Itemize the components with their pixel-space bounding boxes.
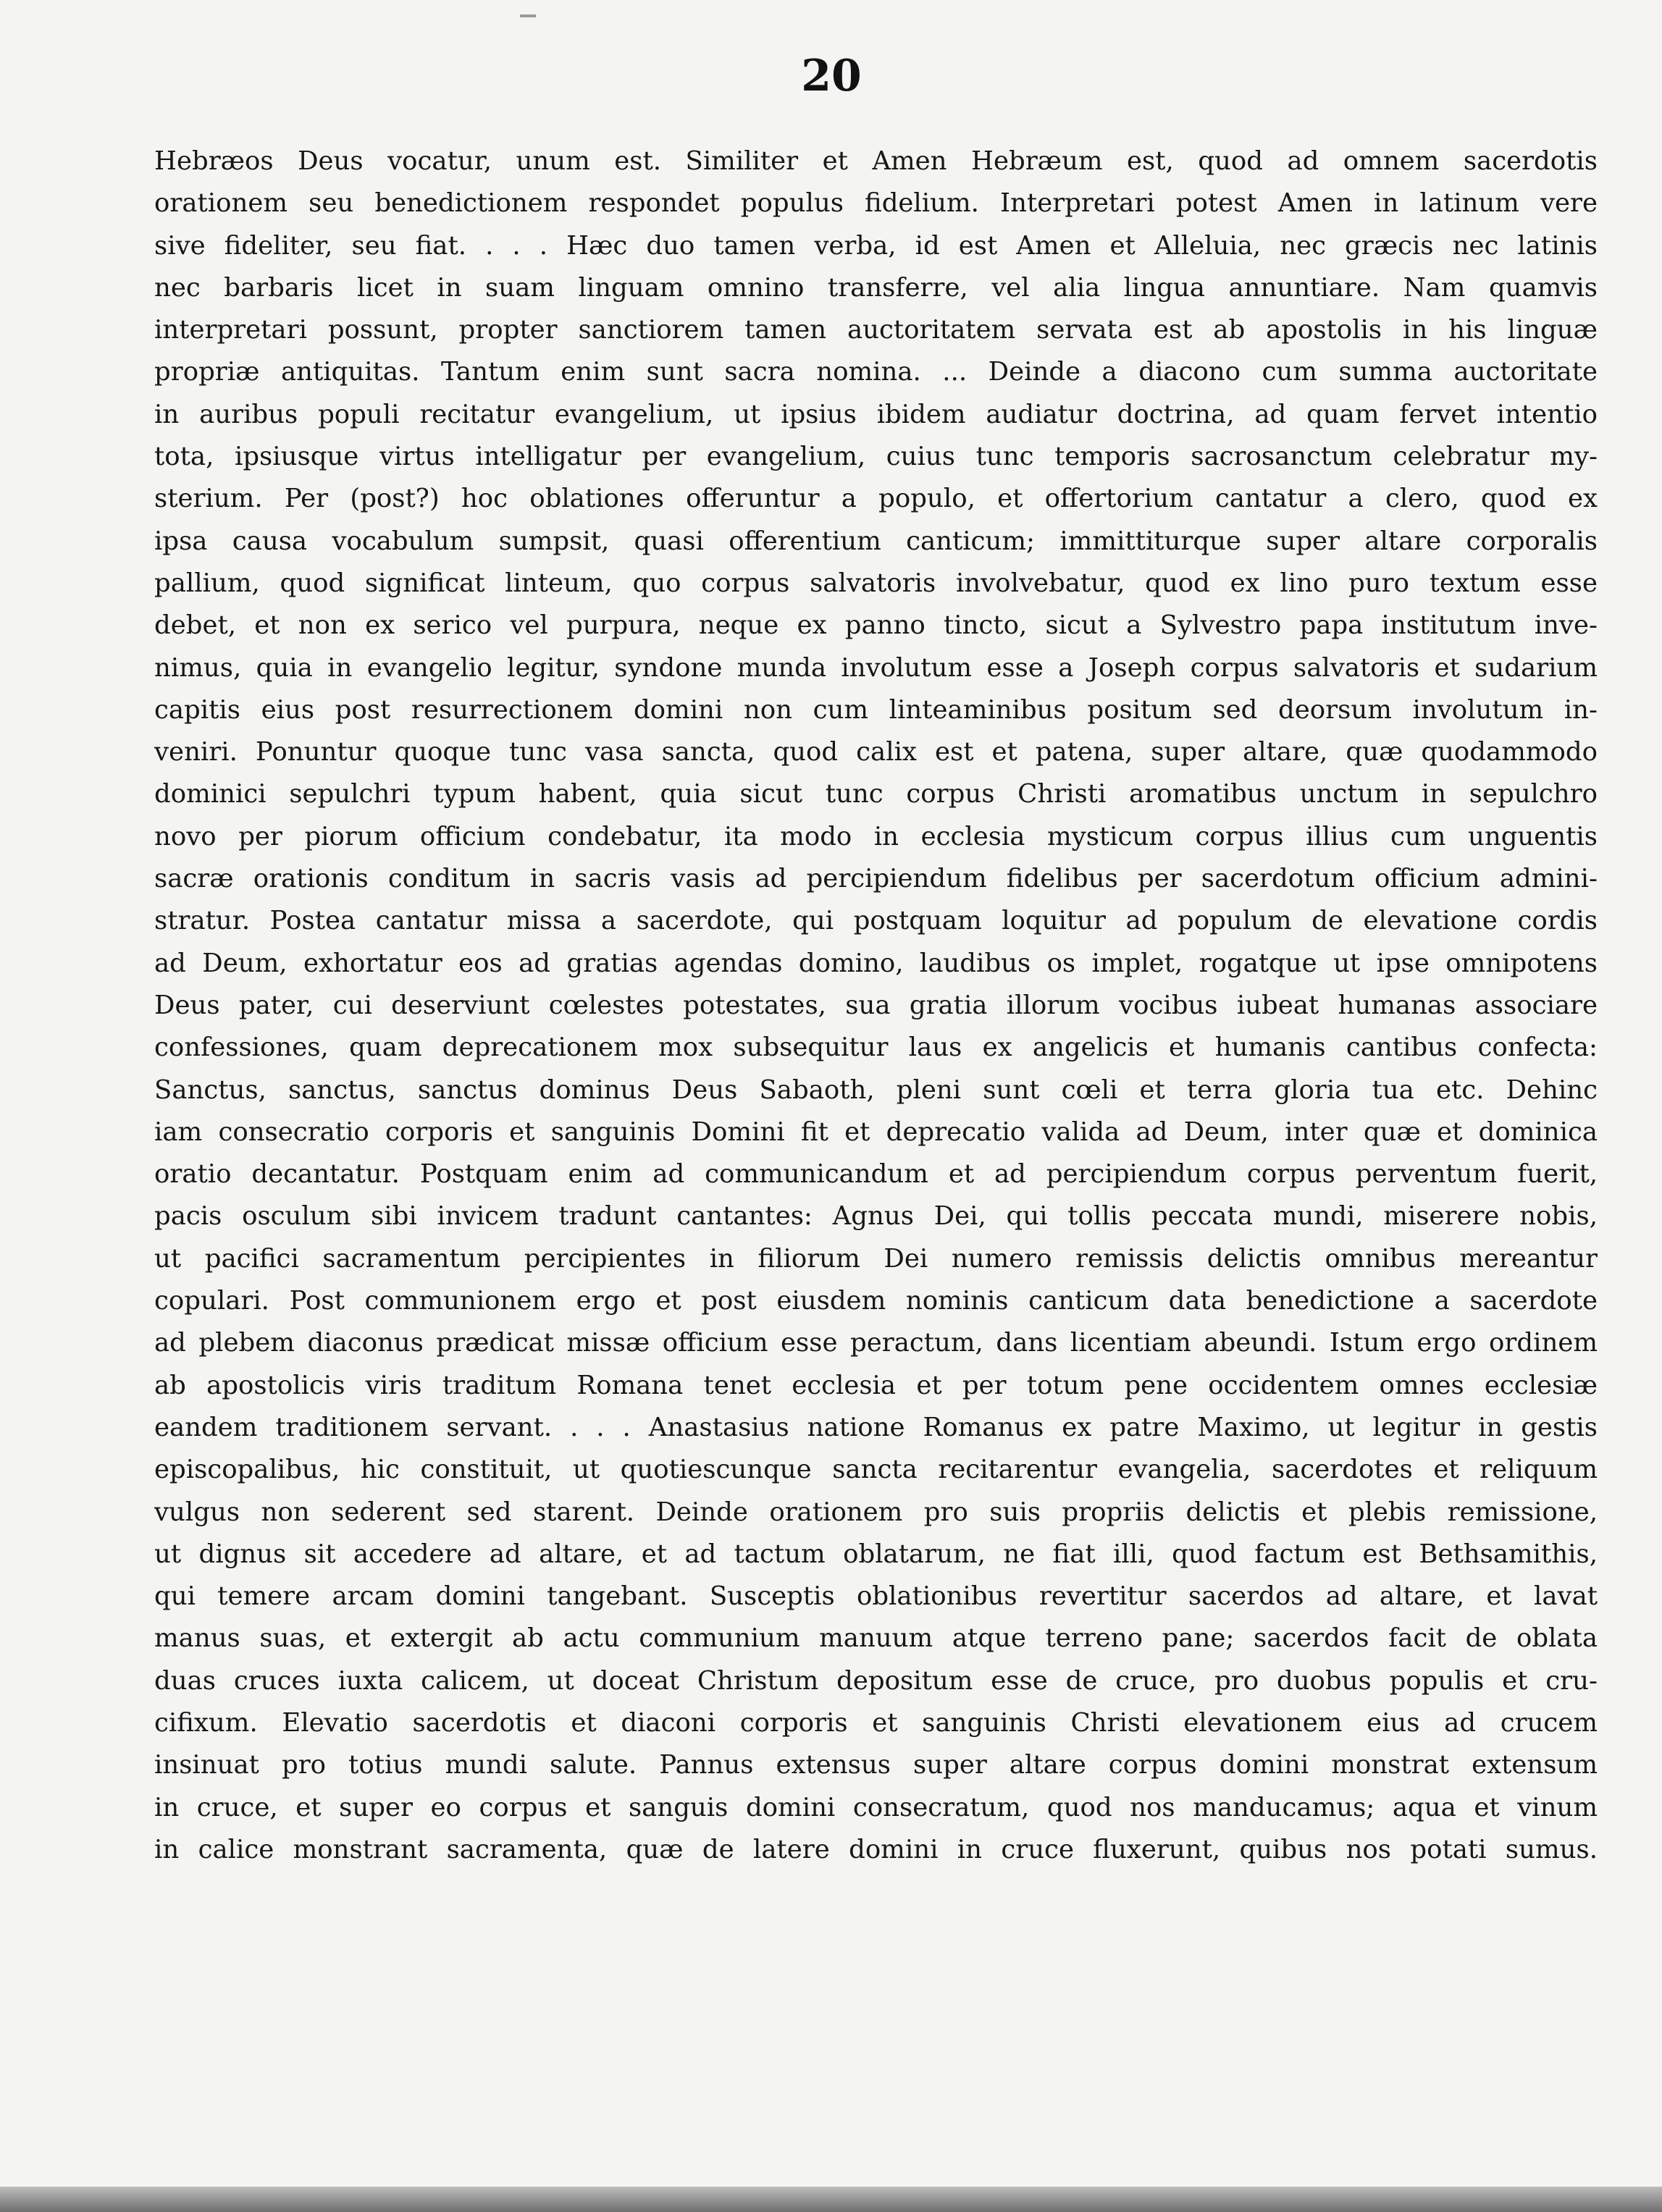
text-line: orationem seu benedictionem respondet populus fidelium. Interpretari potest Amen in latinum vere (154, 188, 1598, 219)
body-text (154, 140, 1598, 1871)
text-line: confessiones, quam deprecationem mox subsequitur laus ex angelicis et humanis cantibus confecta: (154, 1033, 1598, 1063)
text-line: pacis osculum sibi invicem tradunt cantantes: Agnus Dei, qui tollis peccata mundi, miserere nobis, (154, 1201, 1598, 1232)
text-line: ad plebem diaconus prædicat missæ officium esse peractum, dans licentiam abeundi. Istum ergo ordinem (154, 1328, 1598, 1358)
text-line: manus suas, et extergit ab actu communium manuum atque terreno pane; sacerdos facit de oblata (154, 1623, 1598, 1654)
text-line: Hebræos Deus vocatur, unum est. Similiter et Amen Hebræum est, quod ad omnem sacerdotis (154, 146, 1598, 176)
text-line: in auribus populi recitatur evangelium, ut ipsius ibidem audiatur doctrina, ad quam fervet intentio (154, 399, 1598, 429)
text-line: insinuat pro totius mundi salute. Pannus extensus super altare corpus domini monstrat extensum (154, 1750, 1598, 1780)
text-line: nec barbaris licet in suam linguam omnino transferre, vel alia lingua annuntiare. Nam quamvis (154, 272, 1598, 303)
page-number: 20 (801, 51, 862, 101)
text-line: dominici sepulchri typum habent, quia sicut tunc corpus Christi aromatibus unctum in sepulchro (154, 779, 1598, 809)
text-line: qui temere arcam domini tangebant. Susceptis oblationibus revertitur sacerdos ad altare, et lavat (154, 1581, 1598, 1612)
text-line: duas cruces iuxta calicem, ut doceat Christum depositum esse de cruce, pro duobus populis et cru- (154, 1665, 1598, 1696)
text-line: oratio decantatur. Postquam enim ad communicandum et ad percipiendum corpus perventum fuerit, (154, 1159, 1598, 1190)
text-line: sacræ orationis conditum in sacris vasis ad percipiendum fidelibus per sacerdotum officium admini- (154, 864, 1598, 894)
text-line: capitis eius post resurrectionem domini non cum linteaminibus positum sed deorsum involutum in- (154, 694, 1598, 725)
text-line: nimus, quia in evangelio legitur, syndone munda involutum esse a Joseph corpus salvatoris et sudarium (154, 652, 1598, 683)
text-line: sive fideliter, seu fiat. . . . Hæc duo tamen verba, id est Amen et Alleluia, nec græcis nec latinis (154, 230, 1598, 261)
page-scan-mark (520, 14, 536, 17)
text-line: cifixum. Elevatio sacerdotis et diaconi corporis et sanguinis Christi elevationem eius ad crucem (154, 1707, 1598, 1738)
text-line: debet, et non ex serico vel purpura, neque ex panno tincto, sicut a Sylvestro papa institutum inve- (154, 610, 1598, 641)
text-line: tota, ipsiusque virtus intelligatur per evangelium, cuius tunc temporis sacrosanctum celebratur my- (154, 442, 1598, 472)
text-line: pallium, quod significat linteum, quo corpus salvatoris involvebatur, quod ex lino puro textum esse (154, 568, 1598, 598)
text-line: interpretari possunt, propter sanctiorem tamen auctoritatem servata est ab apostolis in his linguæ (154, 315, 1598, 345)
text-line: novo per piorum officium condebatur, ita modo in ecclesia mysticum corpus illius cum unguentis (154, 821, 1598, 851)
text-line: sterium. Per (post?) hoc oblationes offeruntur a populo, et offertorium cantatur a clero, quod ex (154, 484, 1598, 514)
text-line: Sanctus, sanctus, sanctus dominus Deus Sabaoth, pleni sunt cœli et terra gloria tua etc. Dehinc (154, 1075, 1598, 1105)
text-line: ut pacifici sacramentum percipientes in filiorum Dei numero remissis delictis omnibus mereantur (154, 1243, 1598, 1274)
text-line: episcopalibus, hic constituit, ut quotiescunque sancta recitarentur evangelia, sacerdotes et reliquum (154, 1455, 1598, 1485)
text-line: ad Deum, exhortatur eos ad gratias agendas domino, laudibus os implet, rogatque ut ipse omnipotens (154, 948, 1598, 978)
page-bottom-shadow (0, 2187, 1662, 2212)
text-line: ab apostolicis viris traditum Romana tenet ecclesia et per totum pene occidentem omnes ecclesiæ (154, 1370, 1598, 1400)
text-line: veniri. Ponuntur quoque tunc vasa sancta, quod calix est et patena, super altare, quæ quodammodo (154, 737, 1598, 768)
text-line: in cruce, et super eo corpus et sanguis domini consecratum, quod nos manducamus; aqua et vinum (154, 1792, 1598, 1822)
text-line: ut dignus sit accedere ad altare, et ad tactum oblatarum, ne fiat illi, quod factum est Bethsamithis, (154, 1539, 1598, 1569)
text-line: Deus pater, cui deserviunt cœlestes potestates, sua gratia illorum vocibus iubeat humanas associare (154, 990, 1598, 1020)
text-line: ipsa causa vocabulum sumpsit, quasi offerentium canticum; immittiturque super altare corporalis (154, 526, 1598, 556)
text-line: eandem traditionem servant. . . . Anastasius natione Romanus ex patre Maximo, ut legitur in gestis (154, 1412, 1598, 1442)
text-line: stratur. Postea cantatur missa a sacerdote, qui postquam loquitur ad populum de elevatione cordis (154, 906, 1598, 936)
text-line: iam consecratio corporis et sanguinis Domini fit et deprecatio valida ad Deum, inter quæ et dominica (154, 1116, 1598, 1147)
text-line: propriæ antiquitas. Tantum enim sunt sacra nomina. ... Deinde a diacono cum summa auctoritate (154, 357, 1598, 387)
text-line: vulgus non sederent sed starent. Deinde orationem pro suis propriis delictis et plebis remissione, (154, 1497, 1598, 1527)
text-line: in calice monstrant sacramenta, quæ de latere domini in cruce fluxerunt, quibus nos potati sumus. (154, 1834, 1598, 1864)
text-line: copulari. Post communionem ergo et post eiusdem nominis canticum data benedictione a sacerdote (154, 1286, 1598, 1316)
